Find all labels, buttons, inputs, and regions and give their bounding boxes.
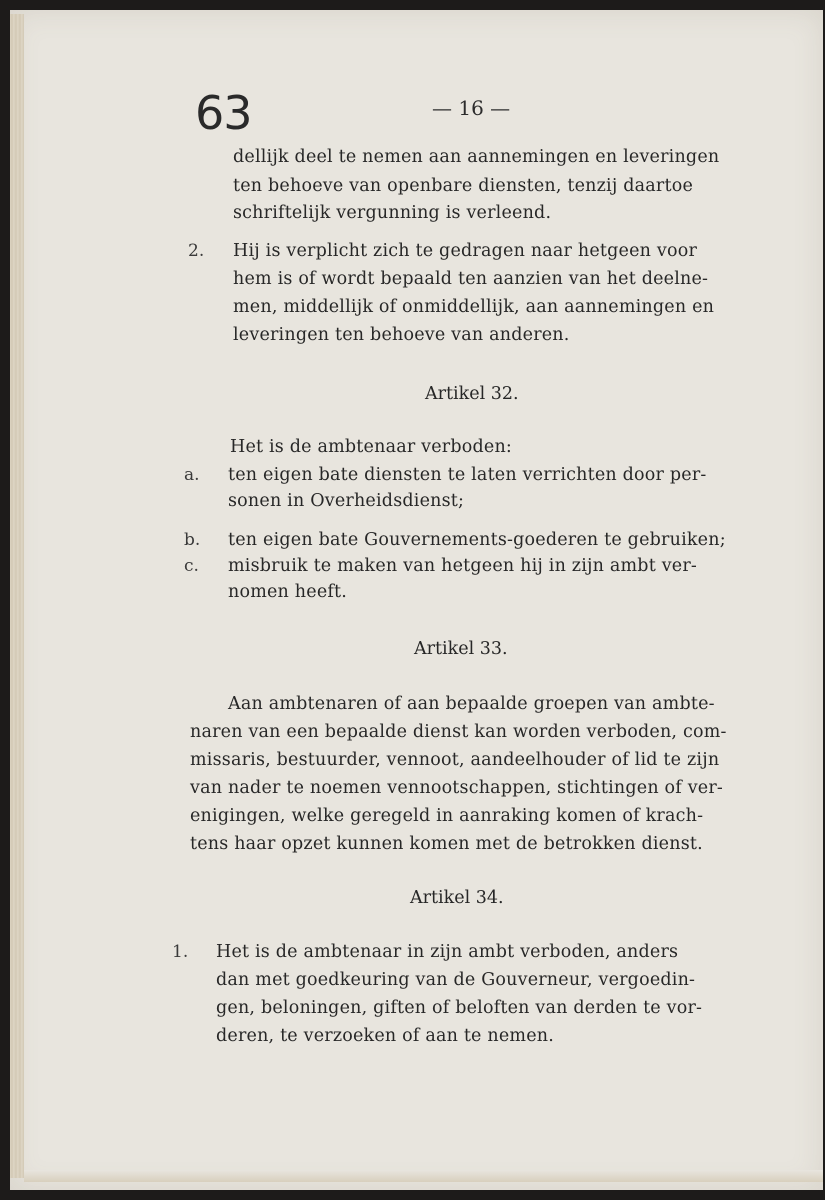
text-line: misbruik te maken van hetgeen hij in zijn ambt ver- bbox=[228, 556, 698, 576]
page-bottom-edge bbox=[24, 1170, 823, 1182]
page-stamp: 63 bbox=[195, 86, 252, 140]
list-marker: b. bbox=[184, 530, 201, 550]
text-line: sonen in Overheidsdienst; bbox=[228, 491, 465, 511]
item-number: 1. bbox=[172, 942, 189, 962]
text-line: leveringen ten behoeve van anderen. bbox=[233, 325, 570, 345]
text-line: ten eigen bate Gouvernements-goederen te gebruiken; bbox=[228, 530, 726, 550]
text-line: men, middellijk of onmiddellijk, aan aannemingen en bbox=[233, 297, 715, 317]
text-line: Het is de ambtenaar in zijn ambt verboden, anders bbox=[216, 942, 679, 962]
text-line: gen, beloningen, giften of beloften van derden te vor- bbox=[216, 998, 703, 1018]
text-line: Het is de ambtenaar verboden: bbox=[230, 437, 513, 457]
text-line: ten eigen bate diensten te laten verrichten door per- bbox=[228, 465, 707, 485]
text-line: dan met goedkeuring van de Gouverneur, vergoedin- bbox=[216, 970, 696, 990]
text-line: hem is of wordt bepaald ten aanzien van het deelne- bbox=[233, 269, 709, 289]
article-heading: Artikel 33. bbox=[414, 639, 508, 659]
page-edge bbox=[10, 14, 24, 1178]
text-line: ten behoeve van openbare diensten, tenzij daartoe bbox=[233, 176, 694, 196]
list-marker: c. bbox=[184, 556, 199, 576]
item-number: 2. bbox=[188, 241, 205, 261]
text-line: Aan ambtenaren of aan bepaalde groepen van ambte- bbox=[228, 694, 715, 714]
text-line: deren, te verzoeken of aan te nemen. bbox=[216, 1026, 554, 1046]
text-line: enigingen, welke geregeld in aanraking komen of krach- bbox=[190, 806, 704, 826]
text-line: van nader te noemen vennootschappen, stichtingen of ver- bbox=[190, 778, 724, 798]
text-line: tens haar opzet kunnen komen met de betrokken dienst. bbox=[190, 834, 703, 854]
page-header: — 16 — bbox=[432, 96, 511, 120]
text-line: schriftelijk vergunning is verleend. bbox=[233, 203, 552, 223]
text-line: missaris, bestuurder, vennoot, aandeelhouder of lid te zijn bbox=[190, 750, 720, 770]
text-line: dellijk deel te nemen aan aannemingen en leveringen bbox=[233, 147, 720, 167]
text-line: naren van een bepaalde dienst kan worden verboden, com- bbox=[190, 722, 727, 742]
text-line: nomen heeft. bbox=[228, 582, 348, 602]
article-heading: Artikel 32. bbox=[425, 384, 519, 404]
list-marker: a. bbox=[184, 465, 200, 485]
article-heading: Artikel 34. bbox=[410, 888, 504, 908]
text-line: Hij is verplicht zich te gedragen naar hetgeen voor bbox=[233, 241, 698, 261]
